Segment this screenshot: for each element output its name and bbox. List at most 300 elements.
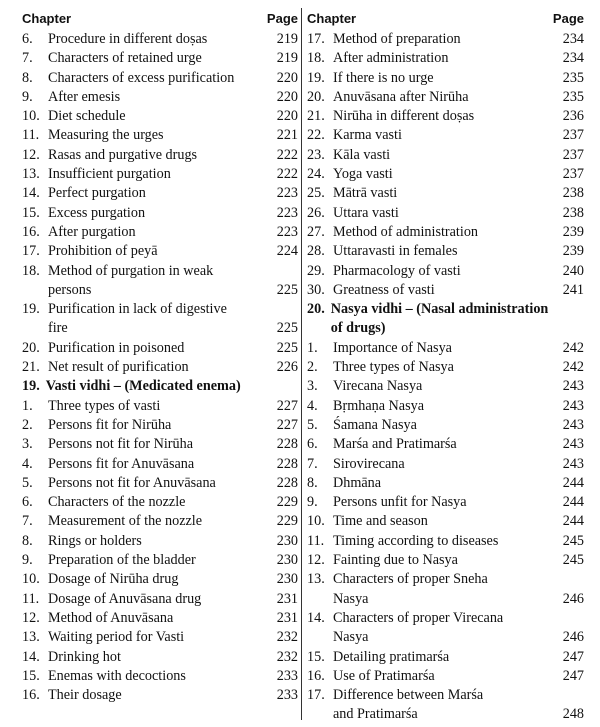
entry-title-line: fire: [48, 320, 68, 337]
toc-entry: [22, 667, 298, 686]
column-header: [307, 8, 584, 30]
entry-number: 17.: [307, 687, 325, 704]
entry-page-number: 230: [276, 532, 298, 549]
chapter-heading: Chapter: [22, 11, 72, 26]
toc-entry: [22, 416, 298, 435]
entry-page-number: 244: [562, 494, 584, 511]
entry-title-line: Rings or holders: [48, 532, 142, 549]
entry-page-number: 222: [276, 146, 298, 163]
entry-title-line: Net result of purification: [48, 359, 189, 376]
entry-number: 24.: [307, 166, 325, 183]
toc-entry: [22, 126, 298, 145]
toc-entry: [22, 242, 298, 261]
entry-title-line: Preparation of the bladder: [48, 552, 196, 569]
entry-title: [48, 126, 268, 145]
entry-page-number: 228: [276, 474, 298, 491]
entry-page-number: 247: [562, 648, 584, 665]
entry-number: 28.: [307, 243, 325, 260]
entry-title: [333, 416, 554, 435]
toc-entry: [22, 455, 298, 474]
entry-title: [333, 69, 554, 88]
chapter-heading: Chapter: [307, 11, 357, 26]
entry-page-number: 233: [276, 687, 298, 704]
entry-number: 4.: [307, 397, 318, 414]
entry-title-line: Diet schedule: [48, 108, 126, 125]
toc-entry: [307, 107, 584, 126]
entry-title-line: Śamana Nasya: [333, 416, 417, 433]
toc-entry: [307, 88, 584, 107]
toc-entry: [307, 474, 584, 493]
entry-title-line: Fainting due to Nasya: [333, 552, 458, 569]
toc-column-left: [22, 8, 298, 705]
toc-entry: [22, 88, 298, 107]
entry-number: 18.: [22, 262, 40, 279]
entry-number: 22.: [307, 127, 325, 144]
toc-entry: [307, 281, 584, 300]
entry-title-line: of drugs): [330, 320, 386, 337]
entry-title: [333, 551, 554, 570]
entry-title: [333, 49, 554, 68]
entry-title-line: Characters of proper Sneha: [333, 571, 488, 588]
entry-number: 13.: [307, 571, 325, 588]
entry-page-number: 229: [276, 494, 298, 511]
entry-title-line: Difference between Marśa: [333, 687, 484, 704]
entry-number: 1.: [307, 339, 318, 356]
entry-title: [333, 88, 554, 107]
entry-title: [333, 474, 554, 493]
entry-number: 15.: [22, 204, 40, 221]
entry-title-line: Dosage of Nirūha drug: [48, 571, 179, 588]
toc-entry: [307, 416, 584, 435]
entry-title: [48, 609, 268, 628]
entry-number: 17.: [22, 243, 40, 260]
entry-number: 10.: [307, 513, 325, 530]
entry-title: [48, 184, 268, 203]
entry-title: [333, 493, 554, 512]
entry-title: [333, 397, 554, 416]
entry-page-number: 235: [562, 88, 584, 105]
entry-title: [333, 570, 554, 609]
entry-title-line: Bṛmhaṇa Nasya: [333, 397, 425, 414]
entry-page-number: 232: [276, 629, 298, 646]
entry-number: 20.: [307, 88, 325, 105]
entry-number: 1.: [22, 397, 33, 414]
entry-page-number: 221: [276, 127, 298, 144]
entry-number: 20.: [22, 339, 40, 356]
entry-title: [333, 686, 554, 725]
entry-page-number: 219: [276, 31, 298, 47]
entry-title-line: persons: [48, 281, 92, 298]
entry-number: 17.: [307, 31, 325, 47]
toc-entry: [307, 165, 584, 184]
entry-page-number: 226: [276, 359, 298, 376]
entry-page-number: 246: [562, 590, 584, 607]
entry-title: [333, 146, 554, 165]
entry-title: [333, 435, 554, 454]
entry-title: [48, 88, 268, 107]
toc-entry: [22, 204, 298, 223]
toc-entry: [22, 300, 298, 339]
entry-number: 3.: [22, 436, 33, 453]
toc-entry: [22, 686, 298, 705]
page-heading: Page: [266, 11, 298, 26]
entry-page-number: 235: [562, 69, 584, 86]
entry-title-line: Waiting period for Vasti: [48, 629, 185, 646]
entry-title-line: Dhmāna: [333, 474, 382, 491]
entry-number: 11.: [22, 127, 40, 144]
toc-entry: [22, 107, 298, 126]
entry-number: 9.: [22, 552, 33, 569]
entry-title-line: Rasas and purgative drugs: [48, 146, 198, 163]
entry-title-line: After purgation: [48, 223, 136, 240]
toc-entry: [22, 339, 298, 358]
entry-title: [48, 262, 268, 301]
entry-number: 16.: [307, 667, 325, 684]
entry-number: 6.: [22, 31, 33, 47]
entry-title: [333, 184, 554, 203]
entry-title: [48, 590, 268, 609]
toc-entry: [22, 648, 298, 667]
entry-number: 27.: [307, 223, 325, 240]
entry-title-line: Detailing pratimarśa: [333, 648, 450, 665]
entry-page-number: 234: [562, 31, 584, 47]
entry-page-number: 237: [562, 146, 584, 163]
entry-page-number: 247: [562, 667, 584, 684]
entry-title-line: Characters of proper Virecana: [333, 609, 504, 626]
toc-entry: [307, 512, 584, 531]
toc-entry: [307, 30, 584, 49]
entry-page-number: 238: [562, 185, 584, 202]
entry-page-number: 239: [562, 243, 584, 260]
toc-entry: [307, 146, 584, 165]
entry-title: [48, 648, 268, 667]
entry-title: [48, 339, 268, 358]
entry-number: 2.: [22, 416, 33, 433]
section-heading: [307, 300, 584, 339]
entry-title-line: Three types of Nasya: [333, 359, 454, 376]
entry-title: [48, 165, 268, 184]
entry-title: [46, 377, 268, 396]
entry-number: 23.: [307, 146, 325, 163]
entry-number: 26.: [307, 204, 325, 221]
toc-entry: [22, 512, 298, 531]
entry-title-line: Karma vasti: [333, 127, 402, 144]
toc-entry: [307, 493, 584, 512]
toc-entry: [22, 69, 298, 88]
entry-page-number: 224: [276, 243, 298, 260]
entry-page-number: 244: [562, 474, 584, 491]
entry-title-line: Method of purgation in weak: [48, 262, 214, 279]
entry-title-line: Persons not fit for Nirūha: [48, 436, 194, 453]
entry-number: 13.: [22, 629, 40, 646]
toc-entry: [22, 609, 298, 628]
toc-entry: [307, 262, 584, 281]
entry-title-line: Nasya vidhi – (Nasal administration: [330, 301, 549, 318]
toc-entry: [22, 474, 298, 493]
toc-entry: [307, 570, 584, 609]
entry-number: 10.: [22, 571, 40, 588]
entry-number: 21.: [307, 108, 325, 125]
entry-title-line: Anuvāsana after Nirūha: [333, 88, 469, 105]
toc-entry: [22, 223, 298, 242]
entry-number: 7.: [22, 50, 33, 67]
entry-page-number: 244: [562, 513, 584, 530]
entry-page-number: 223: [276, 223, 298, 240]
entry-title-line: Vasti vidhi – (Medicated enema): [45, 378, 241, 395]
toc-entry: [307, 184, 584, 203]
entry-page-number: 225: [276, 339, 298, 356]
entry-page-number: 243: [562, 455, 584, 472]
entry-title: [333, 667, 554, 686]
toc-entry: [307, 686, 584, 725]
entry-title-line: Characters of excess purification: [48, 69, 235, 86]
entry-page-number: 231: [276, 609, 298, 626]
entry-title: [333, 30, 554, 49]
entry-page-number: 223: [276, 185, 298, 202]
toc-entry: [22, 570, 298, 589]
entry-title: [333, 281, 554, 300]
toc-column-right: [307, 8, 584, 725]
entry-page-number: 223: [276, 204, 298, 221]
entry-title-line: Persons fit for Anuvāsana: [48, 455, 195, 472]
entry-title: [48, 223, 268, 242]
entry-title: [48, 397, 268, 416]
entry-number: 13.: [22, 166, 40, 183]
entry-title-line: Method of Anuvāsana: [48, 609, 174, 626]
toc-entry: [307, 126, 584, 145]
toc-entry: [307, 49, 584, 68]
entry-page-number: 239: [562, 223, 584, 240]
entry-title: [333, 165, 554, 184]
entry-title: [48, 570, 268, 589]
entry-title: [48, 358, 268, 377]
entry-title: [48, 474, 268, 493]
entry-title-line: Nasya: [333, 629, 369, 646]
entry-title-line: Yoga vasti: [333, 166, 393, 183]
entry-number: 12.: [22, 146, 40, 163]
toc-entry: [22, 532, 298, 551]
toc-entry: [307, 223, 584, 242]
entry-title-line: Measuring the urges: [48, 127, 164, 144]
entry-title: [333, 358, 554, 377]
toc-entry: [307, 435, 584, 454]
entry-title-line: Use of Pratimarśa: [333, 667, 435, 684]
entry-page-number: 248: [562, 706, 584, 723]
toc-entry: [22, 435, 298, 454]
toc-entry: [22, 262, 298, 301]
entry-title-line: Prohibition of peyā: [48, 243, 158, 260]
entry-title-line: After emesis: [48, 88, 121, 105]
entry-page-number: 242: [562, 359, 584, 376]
entry-title-line: Dosage of Anuvāsana drug: [48, 590, 202, 607]
page-heading: Page: [552, 11, 584, 26]
entry-title: [333, 204, 554, 223]
entry-number: 3.: [307, 378, 318, 395]
entry-title-line: Greatness of vasti: [333, 281, 435, 298]
entry-page-number: 243: [562, 436, 584, 453]
toc-entry: [22, 165, 298, 184]
entry-number: 20.: [307, 301, 325, 318]
entry-number: 30.: [307, 281, 325, 298]
entry-page-number: 232: [276, 648, 298, 665]
entry-title-line: Perfect purgation: [48, 185, 146, 202]
entry-title-line: Uttaravasti in females: [333, 243, 458, 260]
entry-page-number: 245: [562, 532, 584, 549]
entry-title-line: Virecana Nasya: [333, 378, 423, 395]
toc-entry: [22, 493, 298, 512]
toc-entry: [307, 397, 584, 416]
entry-page-number: 234: [562, 50, 584, 67]
toc-entry: [22, 30, 298, 49]
entry-page-number: 227: [276, 416, 298, 433]
toc-entry: [307, 532, 584, 551]
entry-number: 6.: [307, 436, 318, 453]
entry-title-line: Procedure in different doṣas: [48, 31, 208, 47]
entry-page-number: 238: [562, 204, 584, 221]
entry-title-line: Nasya: [333, 590, 369, 607]
entry-title: [333, 512, 554, 531]
entry-number: 16.: [22, 687, 40, 704]
entry-title: [48, 551, 268, 570]
toc-entry: [22, 146, 298, 165]
entry-number: 11.: [307, 532, 325, 549]
entry-title: [331, 300, 554, 339]
entry-page-number: 220: [276, 108, 298, 125]
toc-entry: [307, 69, 584, 88]
entry-page-number: 245: [562, 552, 584, 569]
entry-number: 5.: [307, 416, 318, 433]
entry-title: [48, 146, 268, 165]
entry-number: 2.: [307, 359, 318, 376]
entry-title: [48, 300, 268, 339]
entry-title: [333, 126, 554, 145]
entry-page-number: 225: [276, 281, 298, 298]
entry-title: [48, 49, 268, 68]
entry-title: [333, 455, 554, 474]
entry-title: [48, 204, 268, 223]
entry-title-line: Purification in lack of digestive: [48, 301, 227, 318]
entry-title: [48, 435, 268, 454]
toc-entry: [307, 551, 584, 570]
toc-entry: [307, 339, 584, 358]
entry-title: [48, 686, 268, 705]
entry-title: [48, 416, 268, 435]
entry-title: [48, 628, 268, 647]
entry-number: 7.: [22, 513, 33, 530]
entry-title: [48, 107, 268, 126]
entry-number: 14.: [307, 609, 325, 626]
entry-page-number: 243: [562, 378, 584, 395]
toc-entry: [307, 648, 584, 667]
toc-entry: [307, 455, 584, 474]
entry-page-number: 231: [276, 590, 298, 607]
entry-page-number: 240: [562, 262, 584, 279]
entry-title: [48, 30, 268, 49]
column-divider: [301, 8, 302, 720]
entry-title-line: Persons unfit for Nasya: [333, 494, 467, 511]
entry-page-number: 219: [276, 50, 298, 67]
toc-entry: [22, 397, 298, 416]
entry-page-number: 230: [276, 552, 298, 569]
entry-title-line: Persons not fit for Anuvāsana: [48, 474, 216, 491]
entry-page-number: 227: [276, 397, 298, 414]
entry-title-line: After administration: [333, 50, 449, 67]
toc-entry: [22, 628, 298, 647]
entry-title: [333, 609, 554, 648]
entry-title-line: Method of administration: [333, 223, 479, 240]
entry-title-line: Mātrā vasti: [333, 185, 398, 202]
entry-number: 15.: [307, 648, 325, 665]
toc-list: [307, 30, 584, 725]
toc-list: [22, 30, 298, 705]
entry-number: 5.: [22, 474, 33, 491]
toc-entry: [307, 358, 584, 377]
entry-number: 12.: [22, 609, 40, 626]
entry-number: 8.: [307, 474, 318, 491]
entry-title: [333, 339, 554, 358]
entry-page-number: 230: [276, 571, 298, 588]
entry-title: [48, 493, 268, 512]
column-header: [22, 8, 298, 30]
entry-title: [48, 512, 268, 531]
entry-number: 12.: [307, 552, 325, 569]
entry-title-line: Method of preparation: [333, 31, 461, 47]
entry-number: 4.: [22, 455, 33, 472]
entry-number: 11.: [22, 590, 40, 607]
entry-page-number: 233: [276, 667, 298, 684]
toc-entry: [307, 377, 584, 396]
entry-title: [333, 532, 554, 551]
entry-page-number: 229: [276, 513, 298, 530]
entry-title: [48, 455, 268, 474]
entry-title: [333, 377, 554, 396]
entry-title-line: Insufficient purgation: [48, 166, 171, 183]
entry-number: 15.: [22, 667, 40, 684]
entry-title-line: Enemas with decoctions: [48, 667, 186, 684]
entry-title-line: Purification in poisoned: [48, 339, 185, 356]
entry-page-number: 237: [562, 166, 584, 183]
entry-title-line: Their dosage: [48, 687, 122, 704]
toc-entry: [307, 242, 584, 261]
entry-number: 7.: [307, 455, 318, 472]
entry-title: [333, 107, 554, 126]
toc-entry: [307, 667, 584, 686]
entry-title-line: Importance of Nasya: [333, 339, 452, 356]
entry-page-number: 241: [562, 281, 584, 298]
entry-number: 10.: [22, 108, 40, 125]
entry-number: 9.: [307, 494, 318, 511]
toc-entry: [22, 184, 298, 203]
toc-entry: [307, 609, 584, 648]
entry-page-number: 236: [562, 108, 584, 125]
entry-title-line: Nirūha in different doṣas: [333, 108, 475, 125]
toc-entry: [22, 358, 298, 377]
entry-page-number: 242: [562, 339, 584, 356]
entry-number: 19.: [22, 301, 40, 318]
entry-number: 14.: [22, 185, 40, 202]
entry-title: [48, 242, 268, 261]
toc-entry: [22, 49, 298, 68]
entry-title-line: Persons fit for Nirūha: [48, 416, 172, 433]
entry-title-line: If there is no urge: [333, 69, 434, 86]
entry-title-line: Pharmacology of vasti: [333, 262, 461, 279]
entry-number: 19.: [22, 378, 40, 395]
entry-title: [333, 242, 554, 261]
entry-title-line: Marśa and Pratimarśa: [333, 436, 457, 453]
entry-page-number: 237: [562, 127, 584, 144]
entry-title: [48, 69, 268, 88]
entry-number: 29.: [307, 262, 325, 279]
